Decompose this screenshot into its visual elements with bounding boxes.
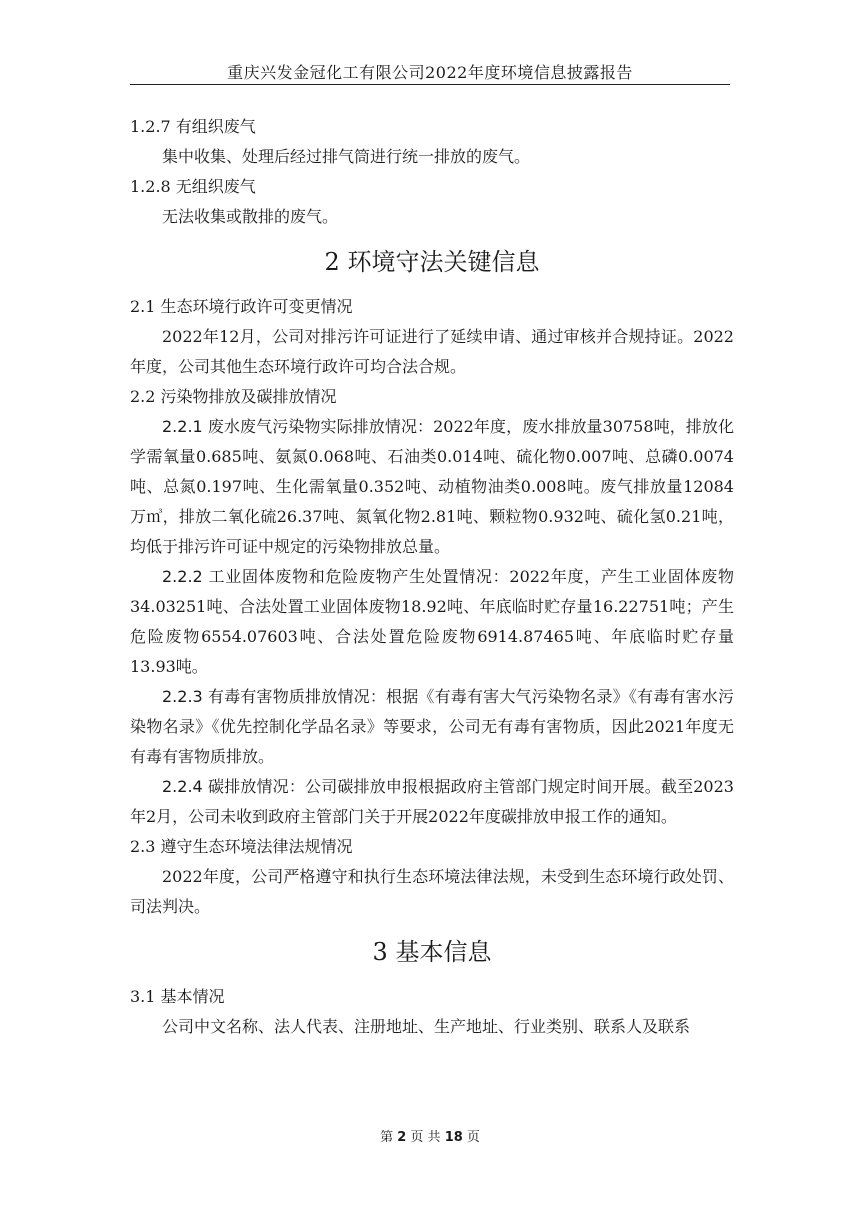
heading-1-2-8: 1.2.8 无组织废气 xyxy=(130,177,256,196)
paragraph-1-2-8: 无法收集或散排的废气。 xyxy=(162,207,339,226)
footer-page-number: 2 xyxy=(397,1130,407,1145)
chapter-3-title: 3 基本信息 xyxy=(372,938,492,966)
heading-2-1: 2.1 生态环境行政许可变更情况 xyxy=(130,297,353,316)
footer-mid: 页 共 xyxy=(410,1130,441,1145)
paragraph-2-2-1 xyxy=(130,412,734,562)
heading-1-2-7: 1.2.7 有组织废气 xyxy=(130,117,256,136)
body-2-2-1: 2022年度，废水排放量30758吨，排放化学需氧量0.685吨、氨氮0.068吨、石油类0.014吨、硫化物0.007吨、总磷0.0074吨、总氮0.197吨、生化需氧量0.352吨、动植物油类0.008吨。废气排放量12084万㎥，排放二氧化硫26.37吨、氮氧化物2.81吨、颗粒物0.932吨、硫化氢0.21吨，均低于排污许可证中规定的污染物排放总量。 xyxy=(130,417,734,556)
body-2-2-2: 2022年度，产生工业固体废物34.03251吨、合法处置工业固体废物18.92吨、年底临时贮存量16.22751吨；产生危险废物6554.07603吨、合法处置危险废物6914.87465吨、年底临时贮存量13.93吨。 xyxy=(130,567,734,676)
heading-2-3: 2.3 遵守生态环境法律法规情况 xyxy=(130,837,353,856)
chapter-2-title: 2 环境守法关键信息 xyxy=(324,248,540,276)
paragraph-2-2-2 xyxy=(130,562,734,682)
lead-2-2-2: 2.2.2 工业固体废物和危险废物产生处置情况： xyxy=(162,567,510,586)
paragraph-2-2-4 xyxy=(130,772,734,832)
header-divider xyxy=(130,84,730,85)
body-2-2-3: 根据《有毒有害大气污染物名录》《有毒有害水污染物名录》《优先控制化学品名录》等要求，公司无有毒有害物质，因此2021年度无有毒有害物质排放。 xyxy=(130,687,734,766)
page-header: 重庆兴发金冠化工有限公司2022年度环境信息披露报告 xyxy=(227,63,633,82)
footer-prefix: 第 xyxy=(380,1130,394,1145)
heading-2-2: 2.2 污染物排放及碳排放情况 xyxy=(130,387,337,406)
document-body xyxy=(130,112,734,1042)
paragraph-2-2-3 xyxy=(130,682,734,772)
page-footer xyxy=(0,1126,860,1145)
heading-3-1: 3.1 基本情况 xyxy=(130,987,225,1006)
paragraph-1-2-7: 集中收集、处理后经过排气筒进行统一排放的废气。 xyxy=(162,147,531,166)
footer-suffix: 页 xyxy=(466,1130,480,1145)
paragraph-3-1: 公司中文名称、法人代表、注册地址、生产地址、行业类别、联系人及联系 xyxy=(162,1017,691,1036)
paragraph-2-1: 2022年12月，公司对排污许可证进行了延续申请、通过审核并合规持证。2022年度，公司其他生态环境行政许可均合法合规。 xyxy=(130,327,734,376)
lead-2-2-3: 2.2.3 有毒有害物质排放情况： xyxy=(162,687,387,706)
paragraph-2-3: 2022年度，公司严格遵守和执行生态环境法律法规，未受到生态环境行政处罚、司法判决。 xyxy=(130,867,734,916)
body-2-2-4: 公司碳排放申报根据政府主管部门规定时间开展。截至2023年2月，公司未收到政府主管部门关于开展2022年度碳排放申报工作的通知。 xyxy=(130,777,734,826)
footer-total-pages: 18 xyxy=(444,1130,463,1145)
lead-2-2-1: 2.2.1 废水废气污染物实际排放情况： xyxy=(162,417,434,436)
lead-2-2-4: 2.2.4 碳排放情况： xyxy=(162,777,306,796)
